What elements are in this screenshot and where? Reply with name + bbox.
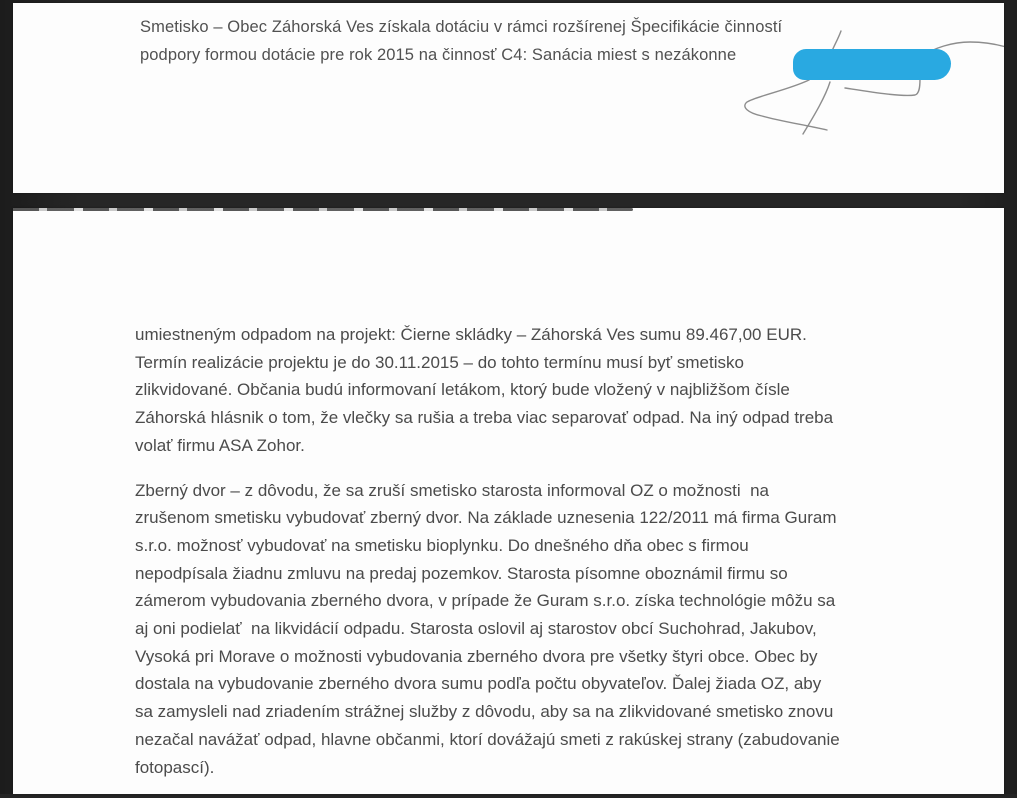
document-line: zlikvidované. Občania budú informovaní letákom, ktorý bude vložený v najbližšom čísle bbox=[135, 380, 790, 400]
document-line: zrušenom smetisku vybudovať zberný dvor. Na základe uznesenia 122/2011 má firma Guram bbox=[135, 508, 837, 528]
document-line: sa zamysleli nad zriadením strážnej služby z dôvodu, aby sa na zlikvidované smetisko znovu bbox=[135, 702, 834, 722]
document-line: dostala na vybudovanie zberného dvora sumu podľa počtu obyvateľov. Ďalej žiada OZ, aby bbox=[135, 674, 822, 694]
document-line: Smetisko – Obec Záhorská Ves získala dotáciu v rámci rozšírenej Špecifikácie činností bbox=[140, 18, 783, 36]
document-line: umiestneným odpadom na projekt: Čierne skládky – Záhorská Ves sumu 89.467,00 EUR. bbox=[135, 325, 807, 344]
document-page-2 bbox=[13, 208, 1004, 794]
document-line: podpory formou dotácie pre rok 2015 na činnosť C4: Sanácia miest s nezákonne bbox=[140, 46, 737, 64]
paragraph-zberny-dvor bbox=[135, 477, 840, 782]
document-line: Zberný dvor – z dôvodu, že sa zruší smetisko starosta informoval OZ o možnosti na bbox=[135, 480, 769, 500]
document-line: Vysoká pri Morave o možnosti vybudovania zberného dvora pre všetky štyri obce. Obec by bbox=[135, 646, 818, 666]
paragraph-smetisko bbox=[135, 321, 840, 460]
document-line: aj oni podielať na likvidácií odpadu. Starosta oslovil aj starostov obcí Suchohrad, Jakubov, bbox=[135, 619, 817, 639]
document-line: fotopascí). bbox=[135, 757, 215, 777]
document-line: Záhorská hlásnik o tom, že vlečky sa rušia a treba viac separovať odpad. Na iný odpad treba bbox=[135, 408, 834, 428]
document-line: Termín realizácie projektu je do 30.11.2015 – do tohto termínu musí byť smetisko bbox=[135, 352, 744, 372]
document-page-1 bbox=[13, 3, 1004, 193]
document-line: volať firmu ASA Zohor. bbox=[135, 435, 305, 455]
redaction-highlight bbox=[793, 49, 951, 80]
page2-text-block bbox=[135, 321, 840, 798]
document-line: s.r.o. možnosť vybudovať na smetisku bioplynku. Do dnešného dňa obec s firmou bbox=[135, 535, 749, 555]
document-line: zámerom vybudovania zberného dvora, v prípade že Guram s.r.o. získa technológie môžu sa bbox=[135, 591, 836, 611]
page1-text-block bbox=[140, 13, 782, 69]
document-line: nepodpísala žiadnu zmluvu na predaj pozemkov. Starosta písomne oboznámil firmu so bbox=[135, 563, 788, 583]
document-line: nezačal navážať odpad, hlavne občanmi, ktorí dovážajú smeti z rakúskej strany (zabudovanie bbox=[135, 729, 840, 749]
scan-artifact-line bbox=[13, 208, 633, 211]
